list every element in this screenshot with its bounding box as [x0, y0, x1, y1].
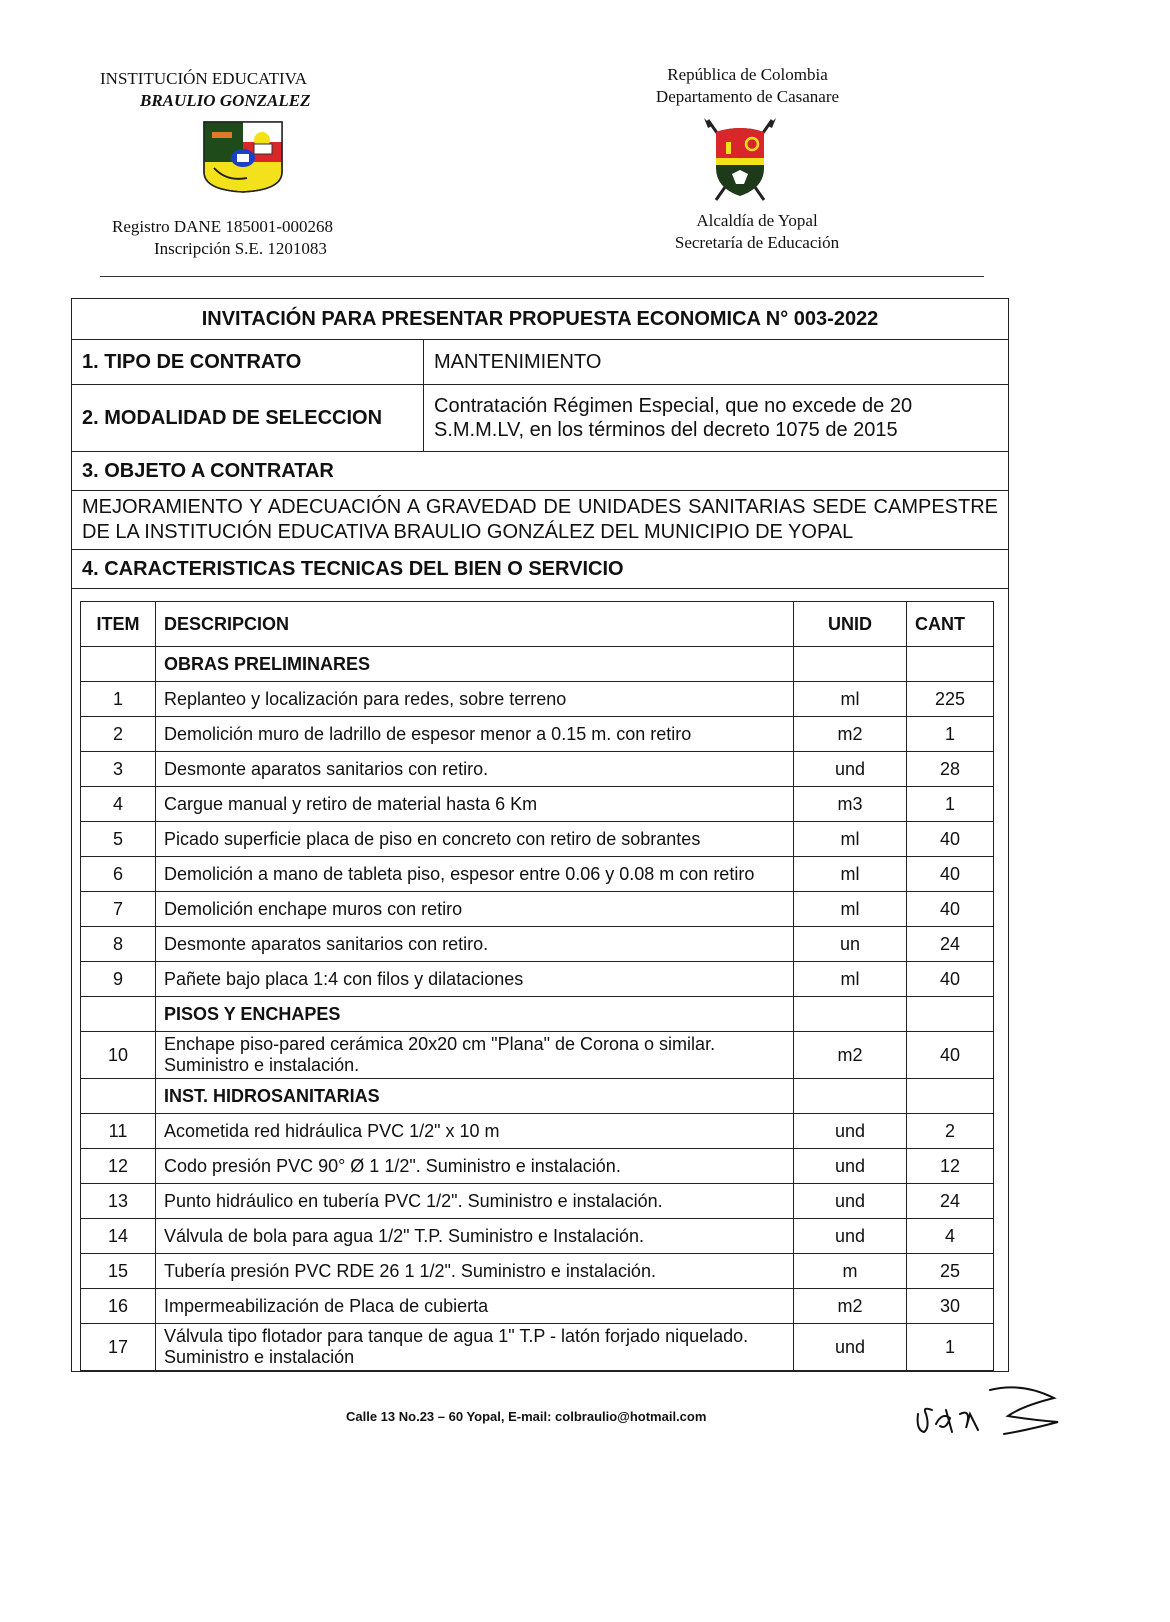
group-title: OBRAS PRELIMINARES: [156, 647, 794, 682]
contract-type-value: MANTENIMIENTO: [434, 351, 602, 373]
item-number: 16: [81, 1289, 156, 1324]
item-quantity: 2: [907, 1114, 994, 1149]
footer-address: Calle 13 No.23 – 60 Yopal, E-mail: colbraulio@hotmail.com: [346, 1409, 707, 1424]
item-description: Replanteo y localización para redes, sobre terreno: [156, 682, 794, 717]
item-unit: und: [794, 1149, 907, 1184]
header-unit: UNID: [794, 602, 907, 647]
item-unit: m3: [794, 787, 907, 822]
group-unit-cell: [794, 997, 907, 1032]
item-unit: m: [794, 1254, 907, 1289]
contract-type-row: [72, 340, 1008, 385]
item-unit: und: [794, 1184, 907, 1219]
group-qty-cell: [907, 1079, 994, 1114]
item-description: Desmonte aparatos sanitarios con retiro.: [156, 927, 794, 962]
item-quantity: 40: [907, 1032, 994, 1079]
item-quantity: 225: [907, 682, 994, 717]
group-item-cell: [81, 997, 156, 1032]
government-header: [640, 64, 855, 108]
table-row: [81, 1114, 994, 1149]
item-number: 7: [81, 892, 156, 927]
group-qty-cell: [907, 997, 994, 1032]
item-quantity: 40: [907, 892, 994, 927]
table-row: [81, 962, 994, 997]
header-divider: [100, 276, 984, 277]
item-description: Codo presión PVC 90° Ø 1 1/2". Suministro e instalación.: [156, 1149, 794, 1184]
casanare-coat-of-arms-icon: [700, 116, 780, 202]
form-title: INVITACIÓN PARA PRESENTAR PROPUESTA ECONOMICA N° 003-2022: [72, 299, 1008, 340]
group-item-cell: [81, 1079, 156, 1114]
institution-line1: INSTITUCIÓN EDUCATIVA: [100, 69, 307, 88]
item-unit: ml: [794, 892, 907, 927]
item-number: 10: [81, 1032, 156, 1079]
item-quantity: 1: [907, 787, 994, 822]
item-description: Enchape piso-pared cerámica 20x20 cm "Plana" de Corona o similar. Suministro e instalación.: [156, 1032, 794, 1079]
item-description: Desmonte aparatos sanitarios con retiro.: [156, 752, 794, 787]
handwritten-signature-icon: [912, 1384, 1062, 1440]
group-row: [81, 997, 994, 1032]
table-row: [81, 1184, 994, 1219]
item-quantity: 28: [907, 752, 994, 787]
item-number: 9: [81, 962, 156, 997]
table-row: [81, 1289, 994, 1324]
item-description: Picado superficie placa de piso en concreto con retiro de sobrantes: [156, 822, 794, 857]
item-number: 12: [81, 1149, 156, 1184]
object-section-heading: 3. OBJETO A CONTRATAR: [72, 452, 1008, 491]
item-description: Válvula tipo flotador para tanque de agua 1" T.P - latón forjado niquelado. Suministro e instalación: [156, 1324, 794, 1371]
item-unit: und: [794, 1114, 907, 1149]
registry-dane: Registro DANE 185001-000268: [112, 217, 333, 236]
table-row: [81, 717, 994, 752]
table-row: [81, 927, 994, 962]
item-description: Cargue manual y retiro de material hasta 6 Km: [156, 787, 794, 822]
item-number: 15: [81, 1254, 156, 1289]
item-number: 2: [81, 717, 156, 752]
item-description: Demolición enchape muros con retiro: [156, 892, 794, 927]
table-row: [81, 1324, 994, 1371]
group-row: [81, 1079, 994, 1114]
registry-inscription: Inscripción S.E. 1201083: [154, 239, 327, 258]
item-description: Demolición muro de ladrillo de espesor menor a 0.15 m. con retiro: [156, 717, 794, 752]
selection-mode-value: [424, 385, 1008, 451]
item-description: Pañete bajo placa 1:4 con filos y dilataciones: [156, 962, 794, 997]
item-unit: und: [794, 752, 907, 787]
item-unit: m2: [794, 1032, 907, 1079]
item-quantity: 40: [907, 822, 994, 857]
technical-section-heading: 4. CARACTERISTICAS TECNICAS DEL BIEN O SERVICIO: [72, 550, 1008, 589]
item-quantity: 1: [907, 717, 994, 752]
item-unit: ml: [794, 682, 907, 717]
item-description: Acometida red hidráulica PVC 1/2" x 10 m: [156, 1114, 794, 1149]
item-number: 17: [81, 1324, 156, 1371]
contract-type-label: 1. TIPO DE CONTRATO: [72, 340, 424, 384]
item-quantity: 40: [907, 857, 994, 892]
item-quantity: 24: [907, 1184, 994, 1219]
school-crest-icon: [202, 120, 284, 194]
header-description: DESCRIPCION: [156, 602, 794, 647]
table-row: [81, 752, 994, 787]
group-item-cell: [81, 647, 156, 682]
item-quantity: 1: [907, 1324, 994, 1371]
table-row: [81, 857, 994, 892]
selection-mode-row: [72, 385, 1008, 452]
items-container: [72, 589, 1008, 1371]
table-row: [81, 1254, 994, 1289]
group-title: INST. HIDROSANITARIAS: [156, 1079, 794, 1114]
item-number: 5: [81, 822, 156, 857]
item-description: Válvula de bola para agua 1/2" T.P. Suministro e Instalación.: [156, 1219, 794, 1254]
item-number: 13: [81, 1184, 156, 1219]
items-body: [81, 647, 994, 1371]
invitation-form: [71, 298, 1009, 1372]
selection-mode-line1: Contratación Régimen Especial, que no excede de 20: [434, 395, 913, 417]
table-row: [81, 787, 994, 822]
table-row: [81, 1032, 994, 1079]
department-name: Departamento de Casanare: [655, 87, 840, 106]
item-description: Tubería presión PVC RDE 26 1 1/2". Suministro e instalación.: [156, 1254, 794, 1289]
item-unit: und: [794, 1324, 907, 1371]
item-quantity: 12: [907, 1149, 994, 1184]
item-number: 4: [81, 787, 156, 822]
municipality-header: [652, 210, 862, 254]
item-quantity: 30: [907, 1289, 994, 1324]
item-number: 6: [81, 857, 156, 892]
table-row: [81, 682, 994, 717]
item-number: 14: [81, 1219, 156, 1254]
item-number: 1: [81, 682, 156, 717]
institution-name: [100, 68, 360, 112]
item-description: Punto hidráulico en tubería PVC 1/2". Suministro e instalación.: [156, 1184, 794, 1219]
country-name: República de Colombia: [667, 65, 828, 84]
table-row: [81, 1219, 994, 1254]
item-unit: un: [794, 927, 907, 962]
selection-mode-label: 2. MODALIDAD DE SELECCION: [72, 385, 424, 451]
item-unit: und: [794, 1219, 907, 1254]
group-qty-cell: [907, 647, 994, 682]
item-unit: m2: [794, 717, 907, 752]
item-description: Impermeabilización de Placa de cubierta: [156, 1289, 794, 1324]
registry-info: [112, 216, 333, 304]
item-unit: ml: [794, 822, 907, 857]
item-quantity: 24: [907, 927, 994, 962]
items-header-row: [81, 602, 994, 647]
group-row: [81, 647, 994, 682]
group-unit-cell: [794, 647, 907, 682]
item-number: 3: [81, 752, 156, 787]
item-number: 11: [81, 1114, 156, 1149]
table-row: [81, 892, 994, 927]
table-row: [81, 822, 994, 857]
education-secretariat: Secretaría de Educación: [674, 233, 840, 252]
selection-mode-line2: S.M.M.LV, en los términos del decreto 1075 de 2015: [434, 419, 898, 441]
item-unit: ml: [794, 962, 907, 997]
group-title: PISOS Y ENCHAPES: [156, 997, 794, 1032]
item-number: 8: [81, 927, 156, 962]
group-unit-cell: [794, 1079, 907, 1114]
item-description: Demolición a mano de tableta piso, espesor entre 0.06 y 0.08 m con retiro: [156, 857, 794, 892]
item-quantity: 40: [907, 962, 994, 997]
mayor-office: Alcaldía de Yopal: [696, 211, 818, 230]
table-row: [81, 1149, 994, 1184]
object-description: MEJORAMIENTO Y ADECUACIÓN A GRAVEDAD DE UNIDADES SANITARIAS SEDE CAMPESTRE DE LA INSTITUCIÓN EDUCATIVA BRAULIO GONZÁLEZ DEL MUNICIPIO DE YOPAL: [72, 491, 1008, 550]
item-unit: m2: [794, 1289, 907, 1324]
item-unit: ml: [794, 857, 907, 892]
institution-line2: BRAULIO GONZALEZ: [140, 91, 311, 110]
header-qty: CANT: [907, 602, 994, 647]
item-quantity: 4: [907, 1219, 994, 1254]
items-table: [80, 601, 994, 1371]
header-item: ITEM: [81, 602, 156, 647]
item-quantity: 25: [907, 1254, 994, 1289]
